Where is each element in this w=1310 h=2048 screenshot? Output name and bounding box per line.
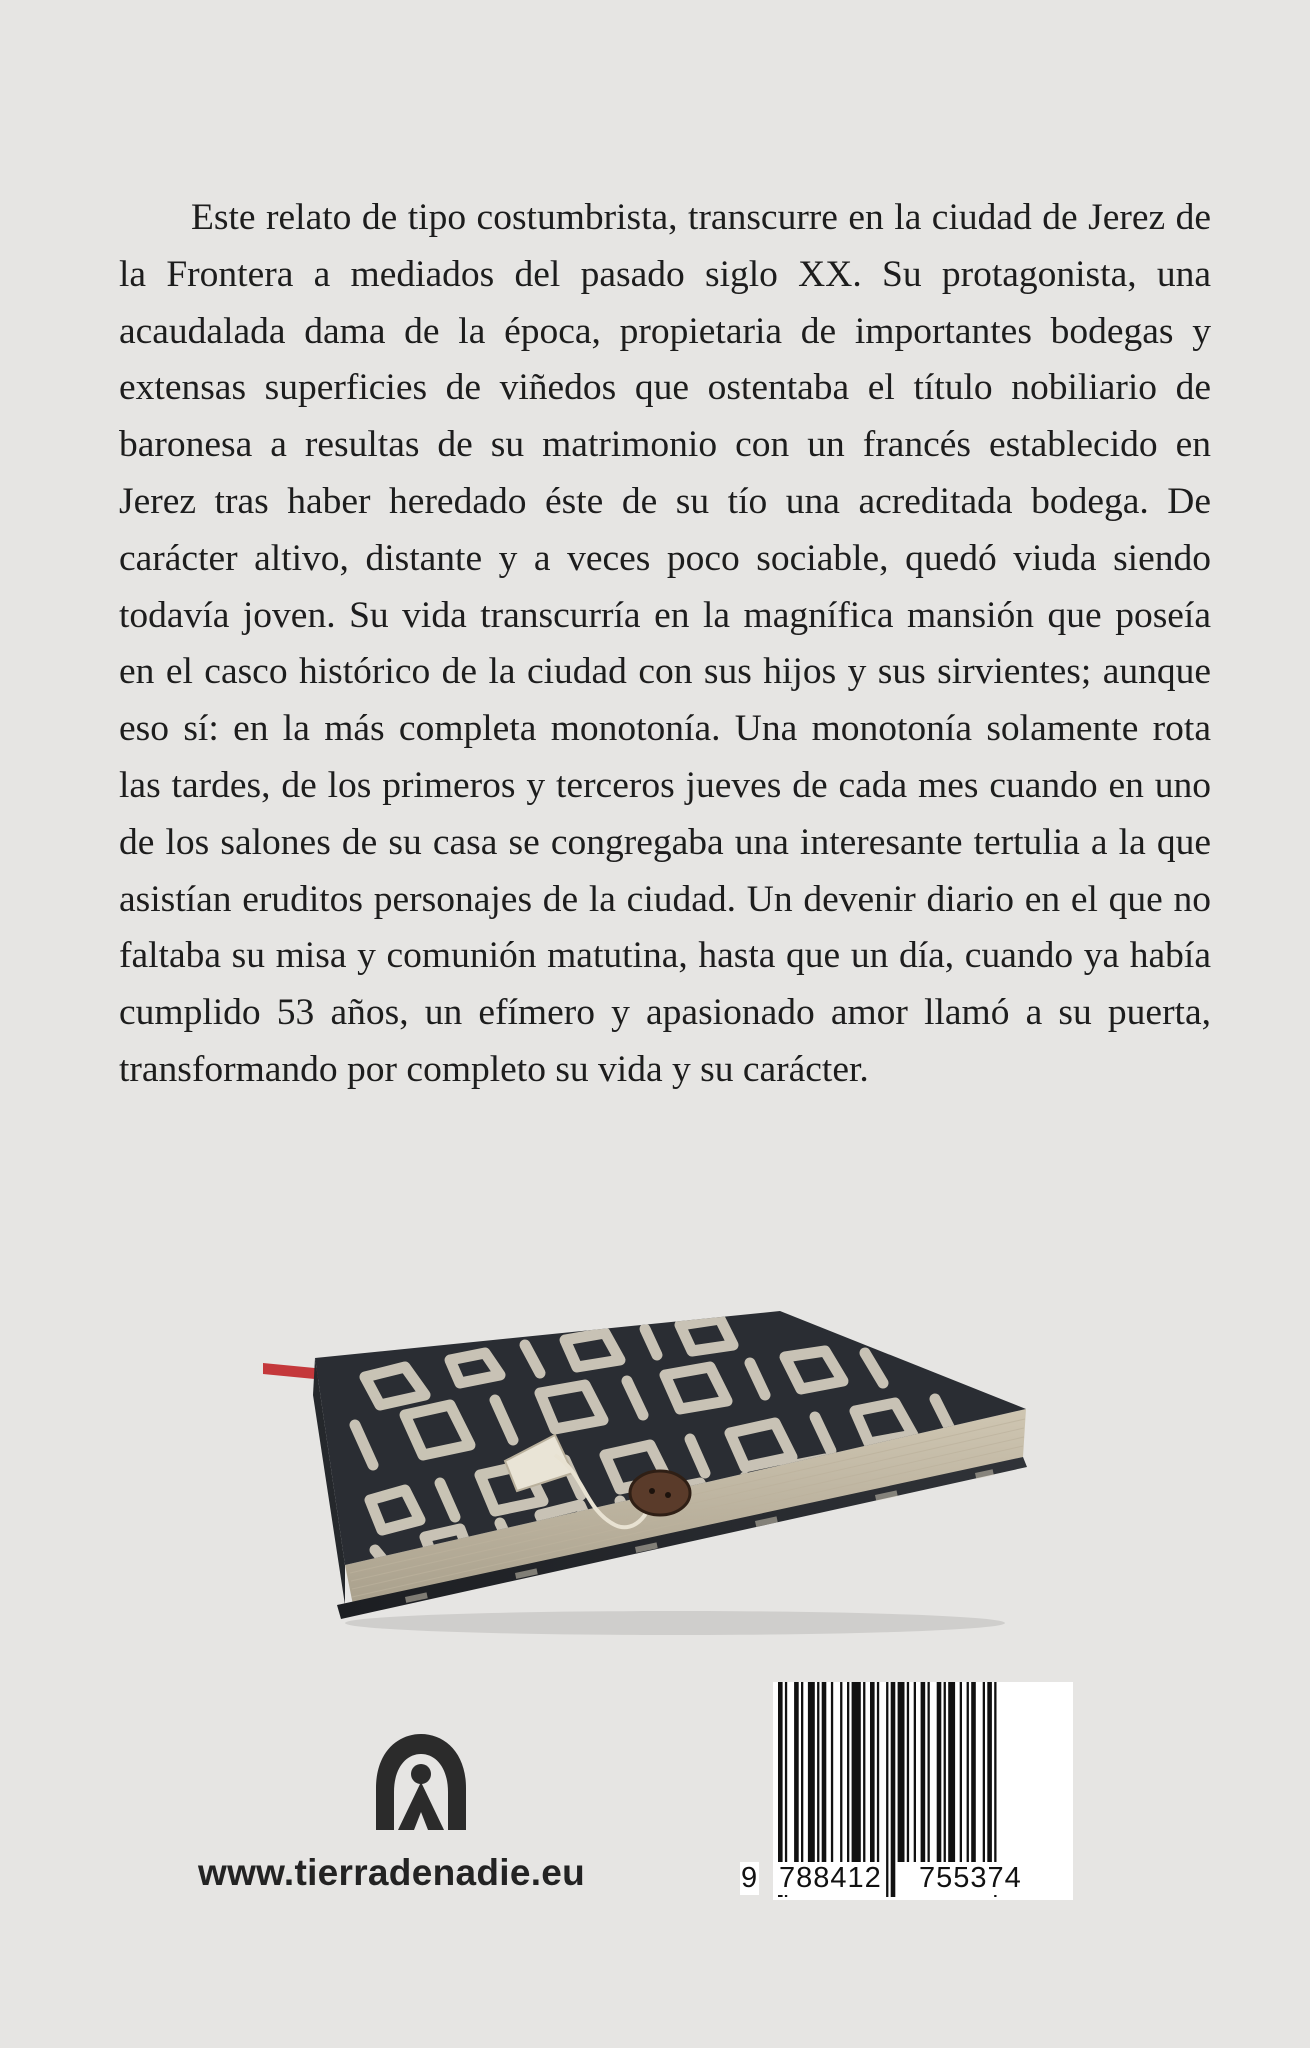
barcode-bar (852, 1682, 861, 1862)
barcode-bar (817, 1682, 819, 1862)
barcode-bar (898, 1682, 905, 1862)
barcode-bar (808, 1682, 815, 1862)
barcode-bar (801, 1682, 803, 1862)
barcode-bar (877, 1682, 879, 1862)
barcode-bar (847, 1682, 849, 1862)
barcode-bar (870, 1682, 875, 1862)
barcode-bar (914, 1682, 916, 1862)
barcode-bar (967, 1682, 969, 1862)
barcode-bar (948, 1682, 955, 1862)
barcode-bar (822, 1682, 827, 1862)
barcode-bar (831, 1682, 833, 1862)
barcode-bar (863, 1682, 865, 1862)
notebook-photo (255, 1305, 1045, 1635)
barcode-bar (928, 1682, 930, 1862)
barcode-bar (960, 1682, 962, 1862)
barcode-bar (971, 1682, 976, 1862)
barcode-bar (840, 1682, 842, 1862)
publisher-website: www.tierradenadie.eu (198, 1852, 586, 1893)
barcode-bar (907, 1682, 909, 1862)
barcode-bar (937, 1682, 942, 1862)
publisher-logo-icon (368, 1730, 474, 1836)
back-cover-blurb: Este relato de tipo costumbrista, transcurre en la ciudad de Jerez de la Frontera a mediados del pasado siglo XX. Su protagonista, una acaudalada dama de la época, propietaria de importantes bodegas y extensas superficies de viñedos que ostentaba el título nobiliario de baronesa a resultas de su matrimonio con un francés establecido en Jerez tras haber heredado éste de su tío una acreditada bodega. De carácter altivo, distante y a veces poco sociable, quedó viuda siendo todavía joven. Su vida transcurría en la magnífica mansión que poseía en el casco histórico de la ciudad con sus hijos y sus sirvientes; aunque eso sí: en la más completa monotonía. Una monotonía solamente rota las tardes, de los primeros y terceros jueves de cada mes cuando en uno de los salones de su casa se congregaba una interesante tertulia a la que asistían eruditos personajes de la ciudad. Un devenir diario en el que no faltaba su misa y comunión matutina, hasta que un día, cuando ya había cumplido 53 años, un efímero y apasionado amor llamó a su puerta, transformando por completo su vida y su carácter. (119, 197, 1211, 1090)
wooden-button (630, 1471, 690, 1515)
barcode-bar (944, 1682, 946, 1862)
isbn-digit-first: 9 (741, 1862, 759, 1894)
barcode-bar (983, 1682, 985, 1862)
book-shadow (345, 1611, 1005, 1635)
barcode-bar (794, 1682, 799, 1862)
barcode-bar (921, 1682, 926, 1862)
isbn-group-right: 755374 (919, 1862, 1022, 1894)
isbn-group-left: 788412 (779, 1862, 882, 1894)
isbn-digits (738, 1862, 1088, 1898)
barcode-bar (987, 1682, 992, 1862)
